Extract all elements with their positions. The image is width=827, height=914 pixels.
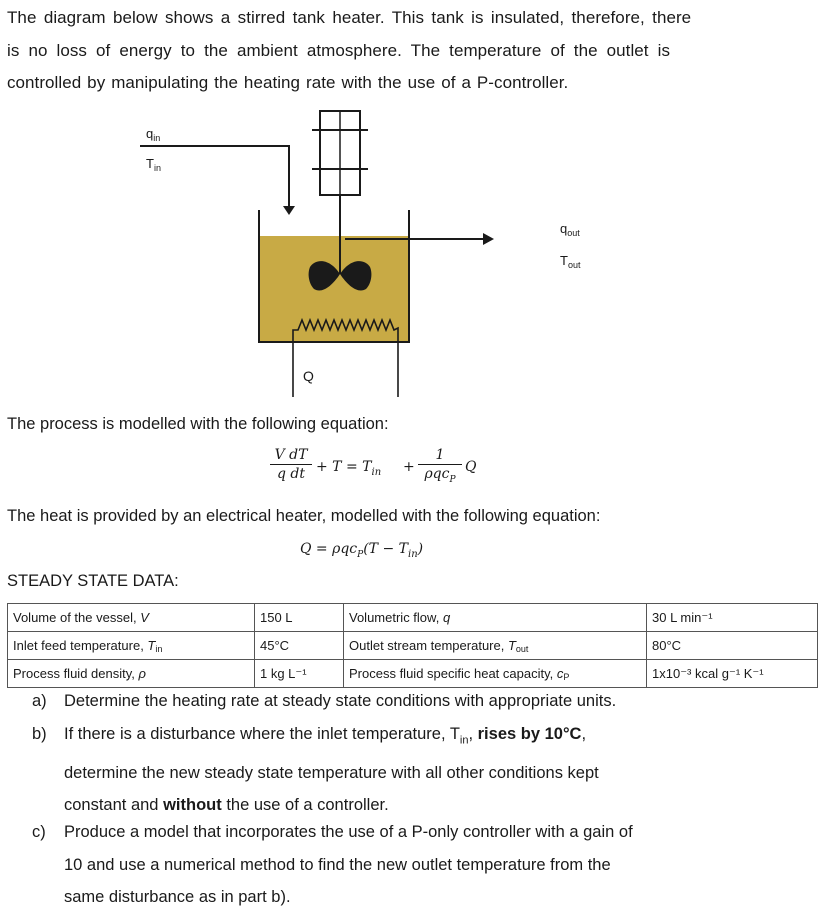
question-c-line-1: Produce a model that incorporates the use of a P-only controller with a gain of [64, 823, 633, 841]
table-cell-label: Outlet stream temperature, $T_{out}$ [344, 632, 647, 660]
table-cell-label: Volumetric flow, q [344, 604, 647, 632]
steady-state-heading: STEADY STATE DATA: [7, 572, 179, 590]
eq1-plus: + [403, 459, 415, 475]
model-intro: The process is modelled with the following equation: [7, 415, 389, 433]
table-cell-value: 1 kg L⁻¹ [255, 660, 344, 688]
question-c-line-3: same disturbance as in part b). [64, 888, 291, 906]
tank-liquid [259, 236, 409, 342]
question-b [32, 718, 822, 822]
stirrer-motor [312, 111, 368, 195]
outlet-arrowhead [483, 233, 494, 245]
t-out-label: $T_{out}$ [560, 253, 581, 270]
inlet-pipe [140, 146, 289, 207]
q-out-label: $q_{out}$ [560, 221, 580, 238]
inlet-arrowhead [283, 206, 295, 215]
table-cell-label: Volume of the vessel, V [8, 604, 255, 632]
table-cell-value: 80°C [647, 632, 818, 660]
question-b-line-1: If there is a disturbance where the inlet temperature, $T_{in}$, rises by 10°C, [64, 725, 587, 747]
question-b-line-2: determine the new steady state temperature with all other conditions kept [64, 763, 599, 782]
eq1-fraction-1: V dT q dt [270, 447, 312, 482]
table-cell-label: Process fluid specific heat capacity, $c_P$ [344, 660, 647, 688]
question-a-text: Determine the heating rate at steady state conditions with appropriate units. [64, 692, 617, 710]
intro-paragraph [7, 2, 822, 100]
eq1-fraction-2: 1 ρqc$_P$ [418, 447, 462, 488]
question-c-letter: c) [32, 823, 46, 841]
intro-line-1: The diagram below shows a stirred tank heater. This tank is insulated, therefore, there [7, 8, 692, 27]
question-a [32, 685, 822, 718]
table-cell-value: 45°C [255, 632, 344, 660]
table-cell-label: Inlet feed temperature, $T_{in}$ [8, 632, 255, 660]
table-row [8, 604, 818, 632]
steady-state-table [7, 603, 818, 688]
intro-line-3: controlled by manipulating the heating rate with the use of a P-controller. [7, 73, 569, 92]
eq1-middle: + $T = T_{in}$ [316, 459, 382, 478]
table-row [8, 632, 818, 660]
question-b-letter: b) [32, 725, 47, 743]
eq1-tail: Q [465, 459, 477, 475]
question-a-letter: a) [32, 692, 47, 710]
question-c [32, 816, 822, 914]
question-c-line-2: 10 and use a numerical method to find the new outlet temperature from the [64, 855, 611, 874]
heater-intro: The heat is provided by an electrical heater, modelled with the following equation: [7, 507, 601, 525]
table-cell-value: 30 L min⁻¹ [647, 604, 818, 632]
equation-1 [270, 447, 500, 497]
heater-q-label: Q [303, 368, 314, 384]
table-cell-value: 1x10⁻³ kcal g⁻¹ K⁻¹ [647, 660, 818, 688]
table-cell-label: Process fluid density, ρ [8, 660, 255, 688]
t-in-label: $T_{in}$ [146, 156, 161, 173]
intro-line-2: is no loss of energy to the ambient atmosphere. The temperature of the outlet is [7, 40, 671, 60]
question-b-line-3: constant and without the use of a controller. [64, 796, 389, 815]
equation-2: $Q = \rho qc_P(T - T_{in})$ [300, 541, 424, 560]
table-row [8, 660, 818, 688]
q-in-label: $q_{in}$ [146, 126, 161, 143]
table-cell-value: 150 L [255, 604, 344, 632]
